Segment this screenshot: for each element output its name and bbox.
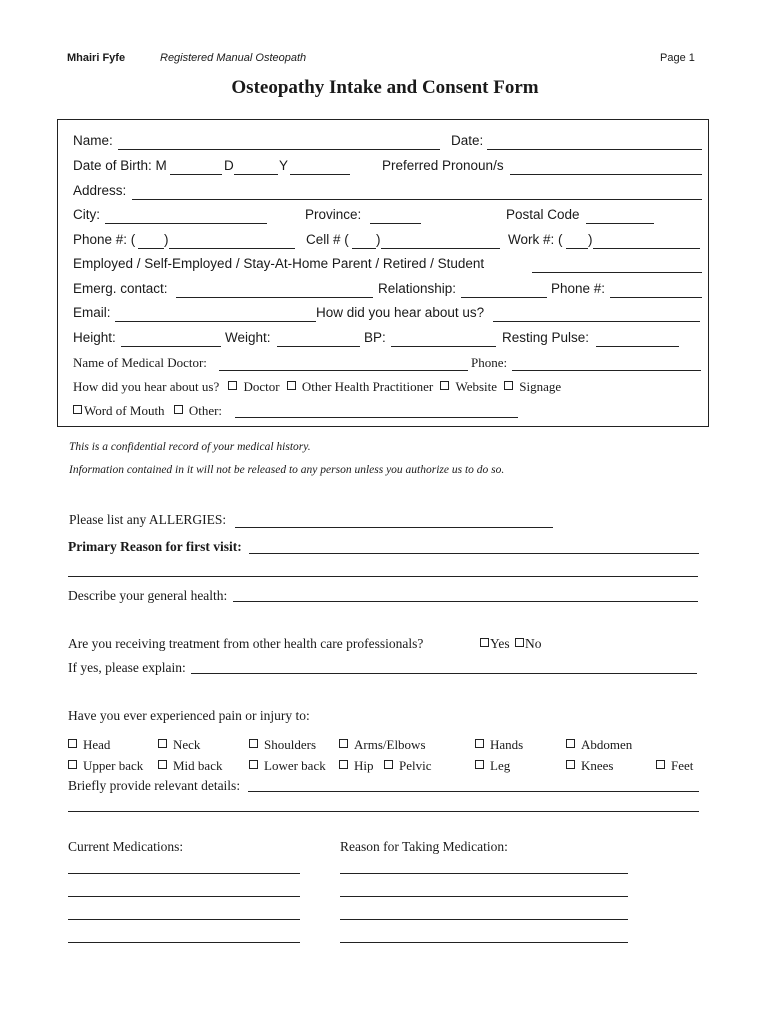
- doctor-field[interactable]: [219, 370, 468, 371]
- referral-label: How did you hear about us?: [73, 379, 220, 394]
- checkbox-icon[interactable]: [384, 760, 393, 769]
- checkbox-icon[interactable]: [566, 760, 575, 769]
- pain-lower-back[interactable]: Lower back: [249, 758, 326, 774]
- work-area-field[interactable]: [566, 248, 588, 249]
- medication-field-1[interactable]: [68, 873, 300, 874]
- hear-label: How did you hear about us?: [316, 305, 485, 320]
- referral-other-option[interactable]: Other:: [174, 403, 222, 418]
- medication-field-3[interactable]: [68, 919, 300, 920]
- reason-medication-label: Reason for Taking Medication:: [340, 839, 508, 854]
- pain-head[interactable]: Head: [68, 737, 110, 753]
- checkbox-icon[interactable]: [287, 381, 296, 390]
- practitioner-name: Mhairi Fyfe: [67, 52, 126, 64]
- referral-other-field[interactable]: [235, 417, 518, 418]
- checkbox-icon[interactable]: [440, 381, 449, 390]
- checkbox-icon[interactable]: [475, 760, 484, 769]
- referral-doctor-option[interactable]: Doctor: [228, 379, 279, 394]
- primary-reason-field[interactable]: [249, 553, 699, 554]
- explain-label: If yes, please explain:: [68, 660, 186, 675]
- pain-upper-back[interactable]: Upper back: [68, 758, 143, 774]
- primary-reason-label: Primary Reason for first visit:: [68, 539, 242, 554]
- checkbox-icon[interactable]: [515, 638, 524, 647]
- hear-field[interactable]: [493, 321, 700, 322]
- checkbox-icon[interactable]: [228, 381, 237, 390]
- bp-label: BP:: [364, 330, 386, 345]
- checkbox-icon[interactable]: [249, 760, 258, 769]
- phone-paren: ): [164, 232, 169, 247]
- pain-feet[interactable]: Feet: [656, 758, 693, 774]
- emerg-label: Emerg. contact:: [73, 281, 168, 296]
- phone-label: Phone #: (: [73, 232, 136, 247]
- province-label: Province:: [305, 207, 362, 222]
- checkbox-icon[interactable]: [339, 739, 348, 748]
- cell-area-field[interactable]: [352, 248, 376, 249]
- emerg-phone-label: Phone #:: [551, 281, 606, 296]
- checkbox-icon[interactable]: [68, 760, 77, 769]
- checkbox-icon[interactable]: [566, 739, 575, 748]
- pain-knees[interactable]: Knees: [566, 758, 614, 774]
- other-treatment-label: Are you receiving treatment from other health care professionals?: [68, 636, 424, 651]
- email-field[interactable]: [115, 321, 316, 322]
- dob-day-label: D: [224, 158, 234, 173]
- bp-field[interactable]: [391, 346, 496, 347]
- referral-website-option[interactable]: Website: [440, 379, 497, 394]
- explain-field[interactable]: [191, 673, 697, 674]
- name-field[interactable]: [118, 149, 440, 150]
- referral-row-2: [73, 403, 222, 419]
- pain-hands[interactable]: Hands: [475, 737, 523, 753]
- checkbox-icon[interactable]: [480, 638, 489, 647]
- medication-reason-field-3[interactable]: [340, 919, 628, 920]
- postal-field[interactable]: [586, 223, 654, 224]
- address-label: Address:: [73, 183, 127, 198]
- general-health-field[interactable]: [233, 601, 698, 602]
- emerg-field[interactable]: [176, 297, 373, 298]
- pain-pelvic[interactable]: Pelvic: [384, 758, 432, 774]
- medications-label: Current Medications:: [68, 839, 184, 854]
- checkbox-icon[interactable]: [656, 760, 665, 769]
- medication-field-2[interactable]: [68, 896, 300, 897]
- weight-label: Weight:: [225, 330, 271, 345]
- referral-practitioner-option[interactable]: Other Health Practitioner: [287, 379, 433, 394]
- yes-no-options: [480, 636, 542, 652]
- checkbox-icon[interactable]: [174, 405, 183, 414]
- dob-day-field[interactable]: [234, 174, 278, 175]
- phone-field[interactable]: [169, 248, 295, 249]
- checkbox-icon[interactable]: [249, 739, 258, 748]
- doctor-phone-label: Phone:: [471, 355, 508, 370]
- work-label: Work #: (: [508, 232, 563, 247]
- email-label: Email:: [73, 305, 111, 320]
- postal-label: Postal Code: [506, 207, 580, 222]
- details-label: Briefly provide relevant details:: [68, 778, 241, 793]
- relationship-label: Relationship:: [378, 281, 457, 296]
- cell-paren: ): [376, 232, 381, 247]
- dob-year-label: Y: [279, 158, 289, 173]
- city-label: City:: [73, 207, 100, 222]
- checkbox-icon[interactable]: [68, 739, 77, 748]
- checkbox-icon[interactable]: [475, 739, 484, 748]
- form-title: Osteopathy Intake and Consent Form: [231, 77, 539, 98]
- no-option[interactable]: No: [515, 636, 542, 651]
- work-field[interactable]: [593, 248, 700, 249]
- doctor-phone-field[interactable]: [512, 370, 701, 371]
- employment-field[interactable]: [532, 272, 702, 273]
- doctor-label: Name of Medical Doctor:: [73, 355, 207, 370]
- medication-reason-field-1[interactable]: [340, 873, 628, 874]
- primary-reason-field-2[interactable]: [68, 576, 698, 577]
- pain-hip[interactable]: Hip: [339, 758, 374, 774]
- practitioner-role: Registered Manual Osteopath: [160, 52, 307, 64]
- province-field[interactable]: [370, 223, 421, 224]
- pain-mid-back[interactable]: Mid back: [158, 758, 222, 774]
- relationship-field[interactable]: [461, 297, 547, 298]
- checkbox-icon[interactable]: [73, 405, 82, 414]
- confidential-note-1: This is a confidential record of your medical history.: [69, 441, 311, 453]
- allergies-label: Please list any ALLERGIES:: [69, 512, 227, 527]
- emerg-phone-field[interactable]: [610, 297, 702, 298]
- page-number: Page 1: [660, 52, 695, 64]
- general-health-label: Describe your general health:: [68, 588, 228, 603]
- dob-year-field[interactable]: [290, 174, 350, 175]
- details-field-2[interactable]: [68, 811, 699, 812]
- name-label: Name:: [73, 133, 113, 148]
- confidential-note-2: Information contained in it will not be released to any person unless you authorize us to do so.: [69, 464, 505, 476]
- weight-field[interactable]: [277, 346, 360, 347]
- checkbox-icon[interactable]: [339, 760, 348, 769]
- height-label: Height:: [73, 330, 116, 345]
- referral-word-of-mouth-option[interactable]: Word of Mouth: [73, 403, 165, 418]
- pain-neck[interactable]: Neck: [158, 737, 200, 753]
- pain-shoulders[interactable]: Shoulders: [249, 737, 316, 753]
- pronouns-label: Preferred Pronoun/s: [382, 158, 504, 173]
- checkbox-icon[interactable]: [158, 739, 167, 748]
- yes-option[interactable]: Yes: [480, 636, 510, 651]
- pain-arms-elbows[interactable]: Arms/Elbows: [339, 737, 426, 753]
- dob-month-field[interactable]: [170, 174, 222, 175]
- pain-label: Have you ever experienced pain or injury to:: [68, 708, 310, 723]
- referral-row: [73, 379, 561, 395]
- dob-label: Date of Birth: M: [73, 158, 167, 173]
- employment-options[interactable]: Employed / Self-Employed / Stay-At-Home Parent / Retired / Student: [73, 256, 485, 271]
- medication-reason-field-4[interactable]: [340, 942, 628, 943]
- address-field[interactable]: [132, 199, 702, 200]
- pulse-field[interactable]: [596, 346, 679, 347]
- medication-reason-field-2[interactable]: [340, 896, 628, 897]
- height-field[interactable]: [121, 346, 221, 347]
- checkbox-icon[interactable]: [158, 760, 167, 769]
- pain-abdomen[interactable]: Abdomen: [566, 737, 632, 753]
- pulse-label: Resting Pulse:: [502, 330, 590, 345]
- date-label: Date:: [451, 133, 484, 148]
- allergies-field[interactable]: [235, 527, 553, 528]
- medication-field-4[interactable]: [68, 942, 300, 943]
- details-field[interactable]: [248, 791, 699, 792]
- cell-field[interactable]: [381, 248, 500, 249]
- pronouns-field[interactable]: [510, 174, 702, 175]
- checkbox-icon[interactable]: [504, 381, 513, 390]
- referral-signage-option[interactable]: Signage: [504, 379, 561, 394]
- work-paren: ): [588, 232, 593, 247]
- phone-area-field[interactable]: [138, 248, 164, 249]
- pain-leg[interactable]: Leg: [475, 758, 510, 774]
- cell-label: Cell # (: [306, 232, 349, 247]
- date-field[interactable]: [487, 149, 702, 150]
- city-field[interactable]: [105, 223, 267, 224]
